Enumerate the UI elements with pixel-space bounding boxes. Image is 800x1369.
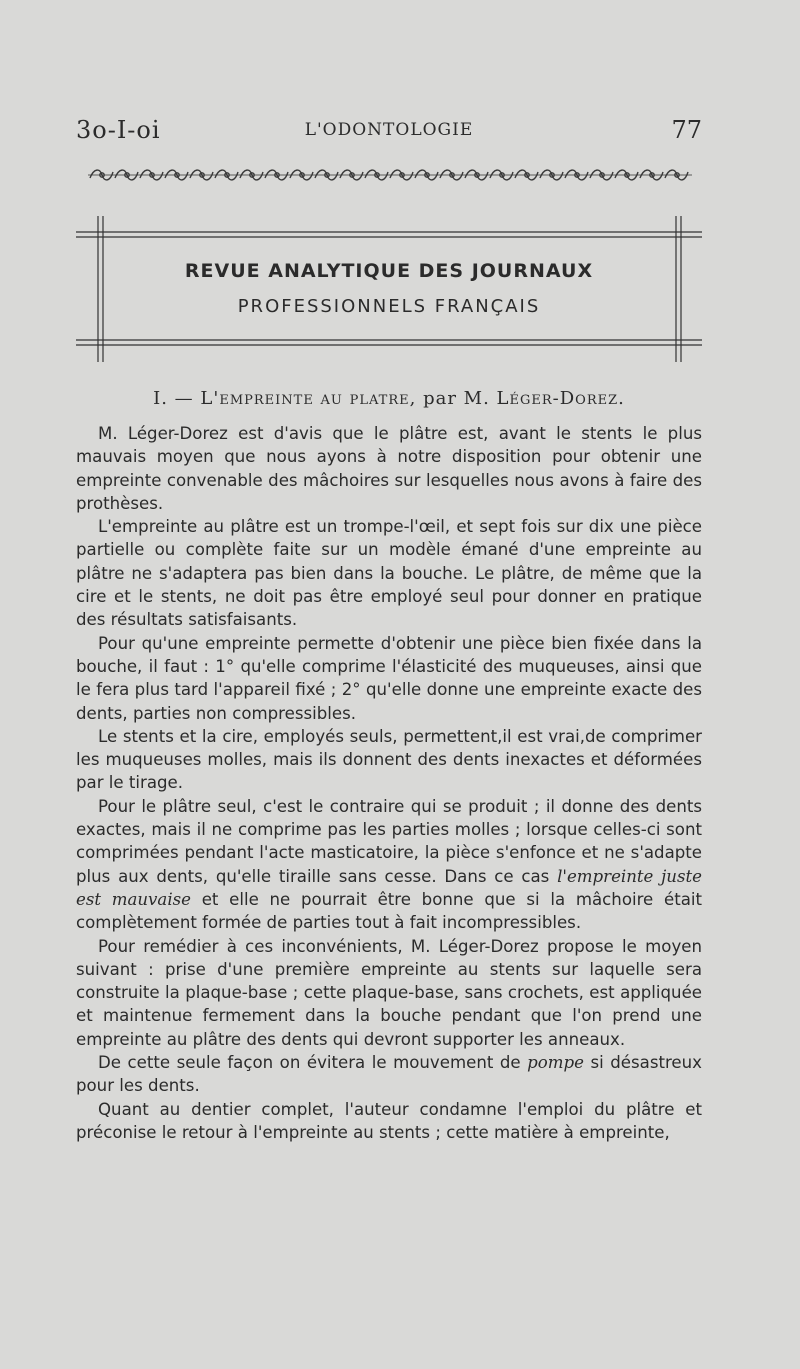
section-title: L'empreinte au platre bbox=[200, 388, 410, 409]
paragraph: M. Léger-Dorez est d'avis que le plâtre est, avant le stents le plus mauvais moyen que nous ayons à notre disposition pour obtenir une empreinte convenable des mâchoires sur lesquelles nous avons à faire des prothèses. bbox=[76, 424, 702, 513]
title-frame bbox=[76, 212, 702, 372]
paragraph bbox=[76, 795, 702, 935]
paragraph-text: si désastreux pour les dents. bbox=[76, 1053, 702, 1096]
italic-word: pompe bbox=[527, 1053, 584, 1073]
double-rule-frame bbox=[76, 212, 702, 372]
section-by: , par M. bbox=[409, 388, 490, 409]
paragraph: Pour remédier à ces inconvénients, M. Léger-Dorez propose le moyen suivant : prise d'une première empreinte au stents sur laquelle sera construite la plaque-base ; cette plaque-base, sans crochets, est appliquée et maintenue fermement dans la bouche pendant que l'on prend une empreinte au plâtre des dents qui devront supporter les anneaux. bbox=[76, 936, 702, 1049]
paragraph: Le stents et la cire, employés seuls, permettent,il est vrai,de comprimer les muqueuses molles, mais ils donnent des dents inexactes et déformées par le tirage. bbox=[76, 726, 702, 793]
paragraph bbox=[76, 1051, 702, 1098]
journal-name: L'ODONTOLOGIE bbox=[304, 120, 474, 140]
section-heading bbox=[76, 388, 702, 409]
title-line-1: REVUE ANALYTIQUE DES JOURNAUX bbox=[184, 260, 594, 282]
italic-phrase: l'empreinte juste est mauvaise bbox=[76, 866, 702, 909]
paragraph-text: et elle ne pourrait être bonne que si la mâchoire était complètement formée de parties tout à fait incompressibles. bbox=[76, 889, 702, 933]
title-line-2: PROFESSIONNELS FRANÇAIS bbox=[237, 296, 541, 317]
decorative-ornament-band bbox=[88, 166, 692, 184]
page-number: 77 bbox=[671, 116, 702, 144]
paragraph: Pour qu'une empreinte permette d'obtenir une pièce bien fixée dans la bouche, il faut : 1° qu'elle comprime l'élasticité des muqueuses, ainsi que le fera plus tard l'appareil fixé ; 2° qu'elle donne une empreinte exacte des dents, parties non compressibles. bbox=[76, 633, 702, 723]
paragraph: L'empreinte au plâtre est un trompe-l'œil, et sept fois sur dix une pièce partielle ou complète faite sur un modèle émané d'une empreinte au plâtre ne s'adaptera pas bien dans la bouche. Le plâtre, de même que la cire et le stents, ne doit pas être employé seul pour donner en pratique des résultats satisfaisants. bbox=[76, 517, 702, 630]
section-number: I. — bbox=[153, 388, 194, 409]
paragraph-text: Pour le plâtre seul, c'est le contraire qui se produit ; il donne des dents exactes, mais il ne comprime pas les parties molles ; lorsque celles-ci sont comprimées pendant l'acte masticatoire, la pièce s'enfonce et ne s'adapte plus aux dents, qu'elle tiraille sans cesse. Dans ce cas bbox=[76, 796, 702, 886]
paragraph: Quant au dentier complet, l'auteur condamne l'emploi du plâtre et préconise le retour à l'empreinte au stents ; cette matière à empreinte, bbox=[76, 1099, 702, 1142]
article-body bbox=[76, 422, 702, 1144]
section-author: Léger-Dorez. bbox=[496, 388, 625, 409]
issue-date: 3o-I-oi bbox=[76, 116, 161, 144]
paragraph-text: De cette seule façon on évitera le mouvement de bbox=[98, 1053, 528, 1073]
running-head bbox=[76, 116, 702, 148]
